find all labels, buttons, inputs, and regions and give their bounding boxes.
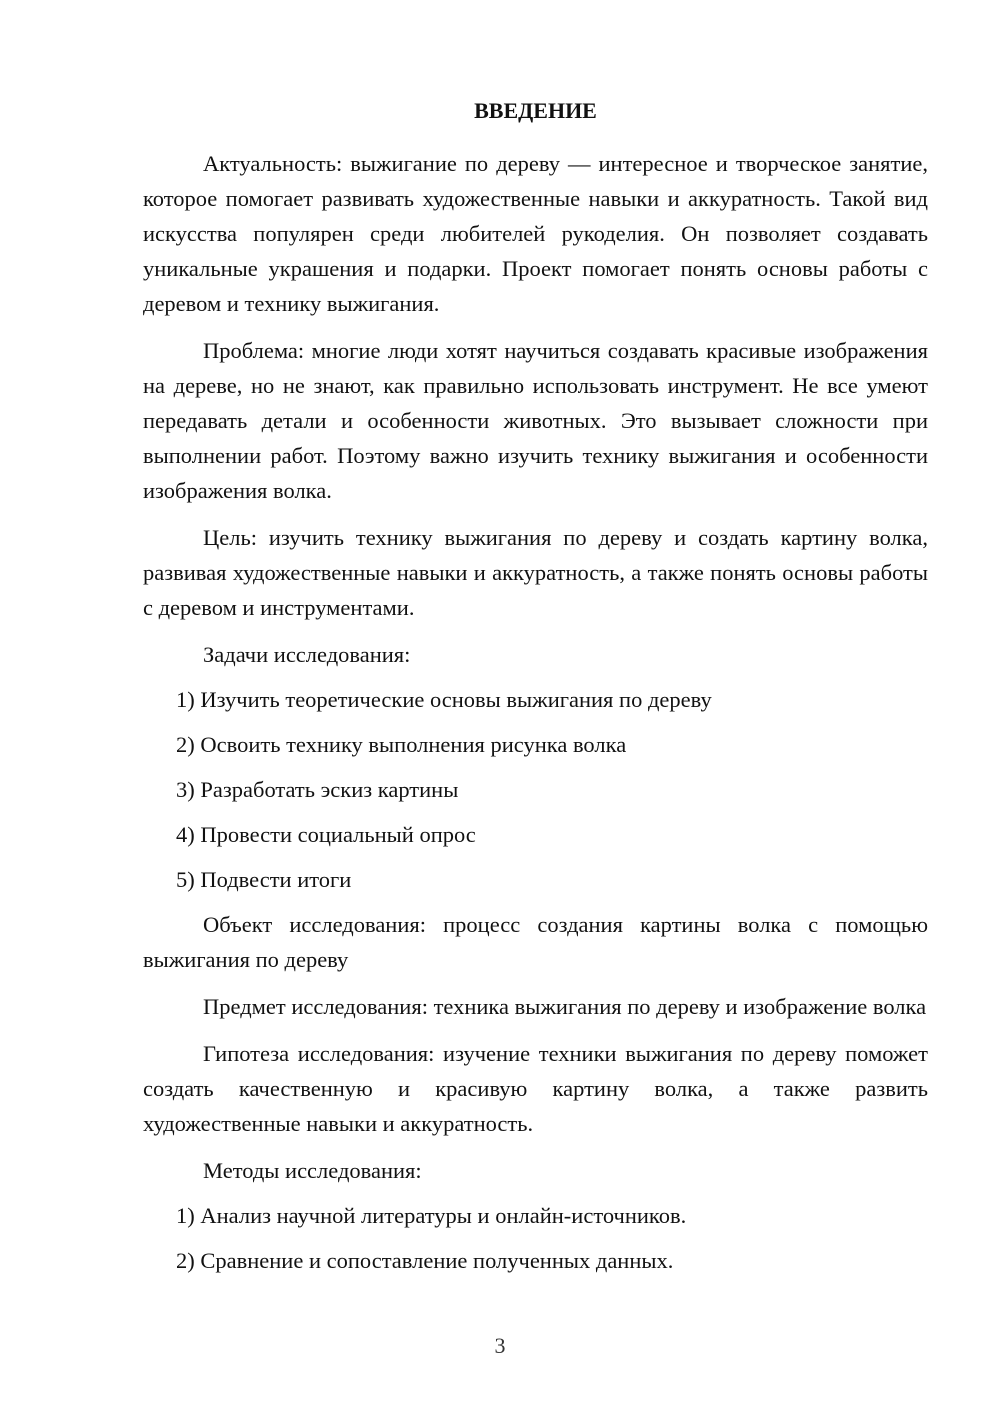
object-paragraph: Объект исследования: процесс создания картины волка с помощью выжигания по дереву	[143, 912, 928, 972]
methods-list	[143, 1198, 928, 1278]
goal-paragraph: Цель: изучить технику выжигания по дереву и создать картину волка, развивая художественные навыки и аккуратность, а также понять основы работы с деревом и инструментами.	[143, 525, 928, 620]
hypothesis-paragraph: Гипотеза исследования: изучение техники выжигания по дереву поможет создать качественную и красивую картину волка, а также развить художественные навыки и аккуратность.	[143, 1041, 928, 1136]
section-title: ВВЕДЕНИЕ	[474, 98, 597, 123]
page-content	[143, 96, 928, 1288]
task-item: 5) Подвести итоги	[176, 867, 352, 892]
task-item: 4) Провести социальный опрос	[176, 822, 476, 847]
method-item: 1) Анализ научной литературы и онлайн-источников.	[176, 1203, 687, 1228]
task-item: 2) Освоить технику выполнения рисунка волка	[176, 732, 627, 757]
problem-paragraph: Проблема: многие люди хотят научиться создавать красивые изображения на дереве, но не знают, как правильно использовать инструмент. Не все умеют передавать детали и особенности животных. Это вызывает сложности при выполнении работ. Поэтому важно изучить технику выжигания и особенности изображения волка.	[143, 338, 928, 503]
relevance-paragraph: Актуальность: выжигание по дереву — интересное и творческое занятие, которое помогает развивать художественные навыки и аккуратность. Такой вид искусства популярен среди любителей рукоделия. Он позволяет создавать уникальные украшения и подарки. Проект помогает понять основы работы с деревом и технику выжигания.	[143, 151, 928, 316]
tasks-heading: Задачи исследования:	[203, 642, 411, 667]
method-item: 2) Сравнение и сопоставление полученных данных.	[176, 1248, 674, 1273]
methods-heading: Методы исследования:	[203, 1158, 422, 1183]
page-number: 3	[494, 1333, 506, 1358]
subject-paragraph: Предмет исследования: техника выжигания по дереву и изображение волка	[203, 994, 927, 1019]
tasks-list	[143, 682, 928, 897]
task-item: 3) Разработать эскиз картины	[176, 777, 459, 802]
task-item: 1) Изучить теоретические основы выжигания по дереву	[176, 687, 712, 712]
